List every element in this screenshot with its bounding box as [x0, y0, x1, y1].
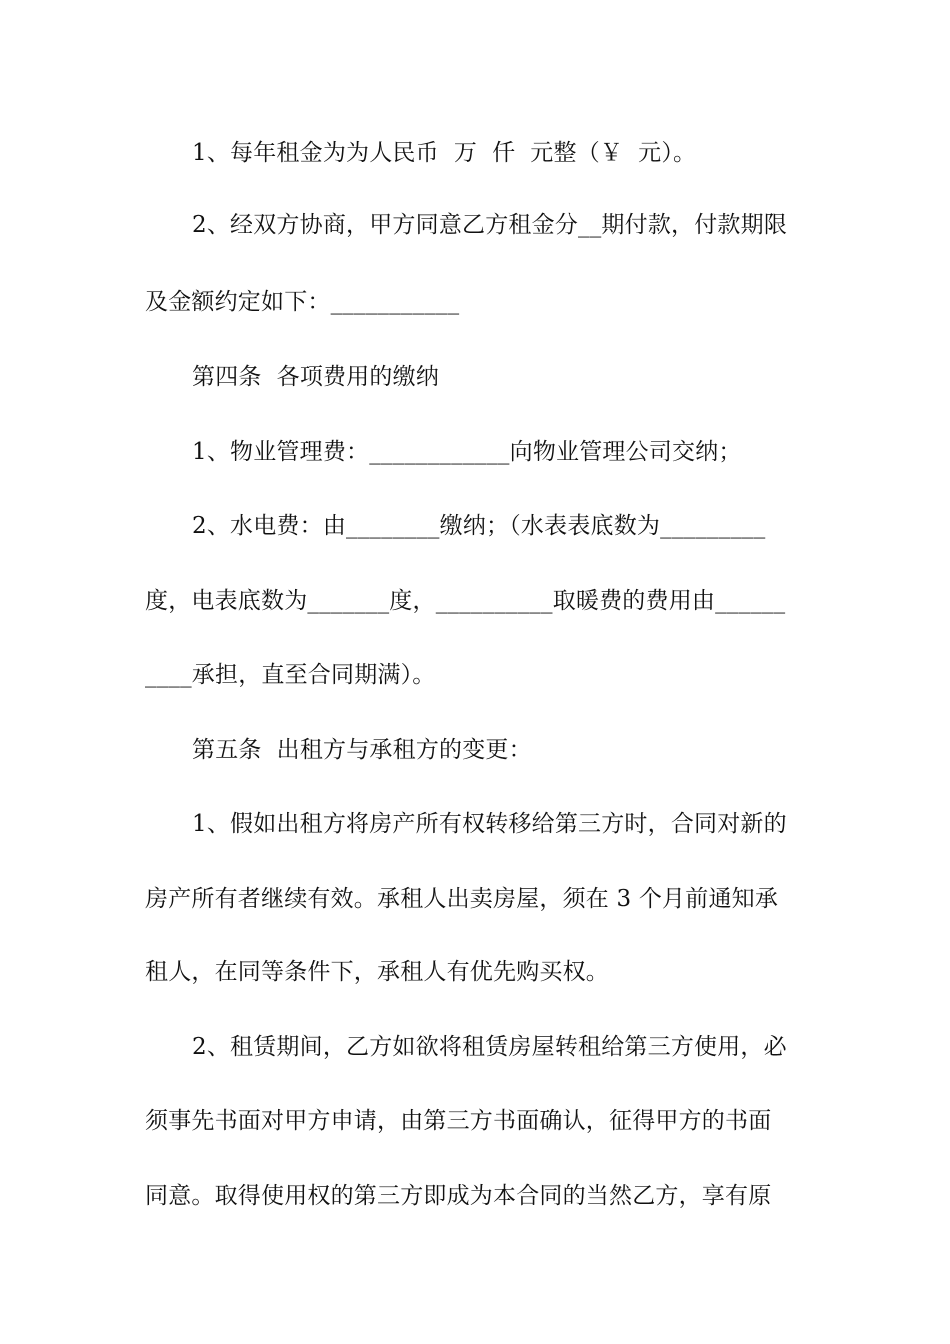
- clause-5-ownership-transfer-cont-1: 房产所有者继续有效。承租人出卖房屋，须在 3 个月前通知承: [145, 886, 779, 912]
- clause-4-utilities-cont-1: 度，电表底数为_______度，__________取暖费的费用由______: [145, 588, 786, 614]
- article-5-heading: 第五条 出租方与承租方的变更：: [192, 737, 532, 763]
- clause-4-utilities-cont-2: ____承担，直至合同期满）。: [145, 662, 436, 688]
- clause-4-property-fee: 1、物业管理费：____________向物业管理公司交纳；: [192, 439, 742, 465]
- clause-5-ownership-transfer-cont-2: 租人，在同等条件下，承租人有优先购买权。: [145, 959, 609, 985]
- clause-5-sublease: 2、租赁期间，乙方如欲将租赁房屋转租给第三方使用，必: [192, 1034, 787, 1060]
- clause-5-sublease-cont-2: 同意。取得使用权的第三方即成为本合同的当然乙方，享有原: [145, 1183, 772, 1209]
- clause-3-rent-amount: 1、每年租金为为人民币 万 仟 元整（￥ 元）。: [192, 140, 697, 166]
- clause-3-payment-terms-cont: 及金额约定如下：___________: [145, 289, 460, 315]
- clause-5-sublease-cont-1: 须事先书面对甲方申请，由第三方书面确认，征得甲方的书面: [145, 1108, 772, 1134]
- article-4-heading: 第四条 各项费用的缴纳: [192, 364, 440, 390]
- clause-4-utilities: 2、水电费：由________缴纳；（水表表底数为_________: [192, 513, 766, 539]
- clause-5-ownership-transfer: 1、假如出租方将房产所有权转移给第三方时，合同对新的: [192, 811, 787, 837]
- clause-3-payment-terms: 2、经双方协商，甲方同意乙方租金分__期付款，付款期限: [192, 212, 788, 238]
